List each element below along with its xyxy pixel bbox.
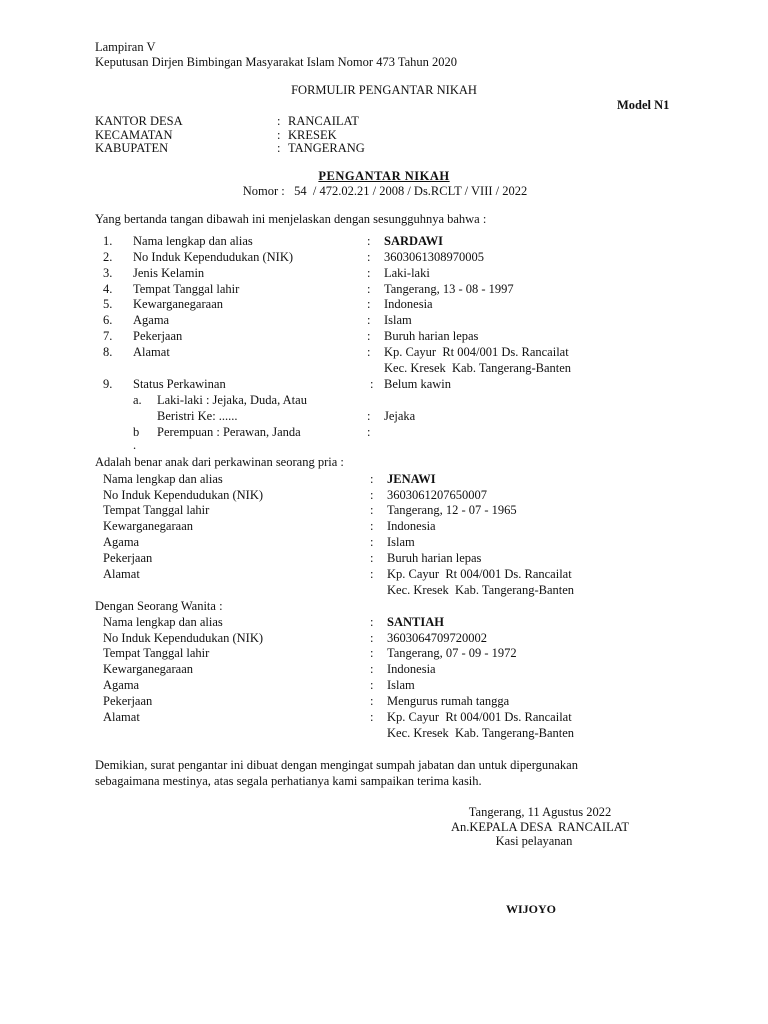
father-value-alamat: Kp. Cayur Rt 004/001 Ds. Rancailat — [387, 567, 572, 581]
father-sep-name: : — [370, 472, 374, 486]
father-sep-pekerjaan: : — [370, 551, 374, 565]
subject-num-8: 8. — [103, 345, 113, 359]
office-label-kecamatan: KECAMATAN — [95, 128, 173, 142]
subject-value-2: 3603061308970005 — [384, 250, 484, 264]
subject-num-3: 3. — [103, 266, 113, 280]
subject-label-2: No Induk Kependudukan (NIK) — [133, 250, 294, 264]
document-number: Nomor : 54 / 472.02.21 / 2008 / Ds.RCLT / VIII / 2022 — [242, 184, 528, 198]
mother-sep-pekerjaan: : — [370, 694, 374, 708]
subject-label-3: Jenis Kelamin — [133, 266, 205, 280]
mother-value-alamat: Kp. Cayur Rt 004/001 Ds. Rancailat — [387, 710, 572, 724]
office-sep-kabupaten: : — [277, 141, 281, 155]
signatory-name: WIJOYO — [506, 902, 557, 916]
father-address-line2: Kec. Kresek Kab. Tangerang-Banten — [387, 583, 575, 597]
office-label-desa: KANTOR DESA — [95, 114, 183, 128]
keputusan-text: Keputusan Dirjen Bimbingan Masyarakat Islam Nomor 473 Tahun 2020 — [95, 55, 458, 69]
subject-label-1: Nama lengkap dan alias — [133, 234, 253, 248]
subject-sep-6: : — [367, 313, 371, 327]
mother-label-name: Nama lengkap dan alias — [103, 615, 223, 629]
subject-num-9: 9. — [103, 377, 113, 391]
father-label-nik: No Induk Kependudukan (NIK) — [103, 488, 264, 502]
father-label-ttl: Tempat Tanggal lahir — [103, 503, 210, 517]
subject-sep-4: : — [367, 282, 371, 296]
mother-sep-nik: : — [370, 631, 374, 645]
sub-b-sep: : — [367, 425, 371, 439]
form-title: FORMULIR PENGANTAR NIKAH — [291, 83, 477, 97]
sub-a-line1: Laki-laki : Jejaka, Duda, Atau — [157, 393, 307, 407]
sub-a-line2: Beristri Ke: ...... — [157, 409, 238, 423]
subject-label-8: Alamat — [133, 345, 170, 359]
sub-a-letter: a. — [133, 393, 142, 407]
father-label-name: Nama lengkap dan alias — [103, 472, 223, 486]
father-value-pekerjaan: Buruh harian lepas — [387, 551, 482, 565]
mother-sep-ttl: : — [370, 646, 374, 660]
mother-sep-alamat: : — [370, 710, 374, 724]
father-value-kewarganegaraan: Indonesia — [387, 519, 436, 533]
subject-sep-3: : — [367, 266, 371, 280]
mother-label-ttl: Tempat Tanggal lahir — [103, 646, 210, 660]
mother-value-kewarganegaraan: Indonesia — [387, 662, 436, 676]
subject-num-5: 5. — [103, 297, 113, 311]
subject-sep-2: : — [367, 250, 371, 264]
mother-label-alamat: Alamat — [103, 710, 140, 724]
mother-value-agama: Islam — [387, 678, 415, 692]
mother-sep-kewarganegaraan: : — [370, 662, 374, 676]
father-value-nik: 3603061207650007 — [387, 488, 487, 502]
office-value-desa: RANCAILAT — [288, 114, 359, 128]
father-value-name: JENAWI — [387, 472, 436, 486]
closing-line-2: sebagaimana mestinya, atas segala perhatianya kami sampaikan terima kasih. — [95, 774, 482, 788]
father-intro: Adalah benar anak dari perkawinan seorang pria : — [95, 455, 344, 469]
status-value: Belum kawin — [384, 377, 452, 391]
subject-value-3: Laki-laki — [384, 266, 430, 280]
subject-sep-7: : — [367, 329, 371, 343]
subject-num-4: 4. — [103, 282, 113, 296]
mother-address-line2: Kec. Kresek Kab. Tangerang-Banten — [387, 726, 575, 740]
subject-value-6: Islam — [384, 313, 412, 327]
subject-num-1: 1. — [103, 234, 113, 248]
office-label-kabupaten: KABUPATEN — [95, 141, 169, 155]
father-sep-alamat: : — [370, 567, 374, 581]
sub-a-value: Jejaka — [384, 409, 416, 423]
mother-intro: Dengan Seorang Wanita : — [95, 599, 223, 613]
subject-sep-5: : — [367, 297, 371, 311]
signature-place-date: Tangerang, 11 Agustus 2022 — [468, 805, 612, 819]
status-label: Status Perkawinan — [133, 377, 226, 391]
father-value-ttl: Tangerang, 12 - 07 - 1965 — [387, 503, 517, 517]
office-sep-desa: : — [277, 114, 281, 128]
office-value-kabupaten: TANGERANG — [288, 141, 365, 155]
closing-line-1: Demikian, surat pengantar ini dibuat dengan mengingat sumpah jabatan dan untuk dipergunakan — [95, 758, 578, 772]
subject-num-6: 6. — [103, 313, 113, 327]
subject-label-4: Tempat Tanggal lahir — [133, 282, 240, 296]
subject-label-5: Kewarganegaraan — [133, 297, 223, 311]
sub-b-line1: Perempuan : Perawan, Janda — [157, 425, 301, 439]
father-value-agama: Islam — [387, 535, 415, 549]
subject-label-7: Pekerjaan — [133, 329, 183, 343]
subject-sep-1: : — [367, 234, 371, 248]
subject-value-1: SARDAWI — [384, 234, 444, 248]
father-label-alamat: Alamat — [103, 567, 140, 581]
office-sep-kecamatan: : — [277, 128, 281, 142]
lampiran-text: Lampiran V — [95, 40, 156, 54]
signature-position: Kasi pelayanan — [495, 834, 573, 848]
subject-address-line2: Kec. Kresek Kab. Tangerang-Banten — [384, 361, 572, 375]
subject-value-4: Tangerang, 13 - 08 - 1997 — [384, 282, 514, 296]
father-sep-ttl: : — [370, 503, 374, 517]
father-label-pekerjaan: Pekerjaan — [103, 551, 153, 565]
subject-num-2: 2. — [103, 250, 113, 264]
intro-text: Yang bertanda tangan dibawah ini menjelaskan dengan sesungguhnya bahwa : — [95, 212, 487, 226]
mother-value-pekerjaan: Mengurus rumah tangga — [387, 694, 510, 708]
mother-value-nik: 3603064709720002 — [387, 631, 487, 645]
sub-a-sep: : — [367, 409, 371, 423]
sub-b-line2: . — [133, 438, 137, 452]
signature-office: An.KEPALA DESA RANCAILAT — [450, 820, 630, 834]
father-sep-kewarganegaraan: : — [370, 519, 374, 533]
mother-label-agama: Agama — [103, 678, 140, 692]
status-sep: : — [370, 377, 374, 391]
father-label-agama: Agama — [103, 535, 140, 549]
mother-sep-name: : — [370, 615, 374, 629]
subject-label-6: Agama — [133, 313, 170, 327]
office-value-kecamatan: KRESEK — [288, 128, 337, 142]
mother-label-kewarganegaraan: Kewarganegaraan — [103, 662, 193, 676]
mother-label-pekerjaan: Pekerjaan — [103, 694, 153, 708]
subject-value-8: Kp. Cayur Rt 004/001 Ds. Rancailat — [384, 345, 569, 359]
document-title: PENGANTAR NIKAH — [318, 169, 450, 183]
subject-value-5: Indonesia — [384, 297, 433, 311]
father-sep-agama: : — [370, 535, 374, 549]
father-label-kewarganegaraan: Kewarganegaraan — [103, 519, 193, 533]
mother-value-ttl: Tangerang, 07 - 09 - 1972 — [387, 646, 517, 660]
mother-label-nik: No Induk Kependudukan (NIK) — [103, 631, 264, 645]
father-sep-nik: : — [370, 488, 374, 502]
model-label: Model N1 — [617, 98, 670, 112]
sub-b-letter: b — [133, 425, 140, 439]
subject-value-7: Buruh harian lepas — [384, 329, 479, 343]
subject-num-7: 7. — [103, 329, 113, 343]
mother-sep-agama: : — [370, 678, 374, 692]
subject-sep-8: : — [367, 345, 371, 359]
mother-value-name: SANTIAH — [387, 615, 444, 629]
